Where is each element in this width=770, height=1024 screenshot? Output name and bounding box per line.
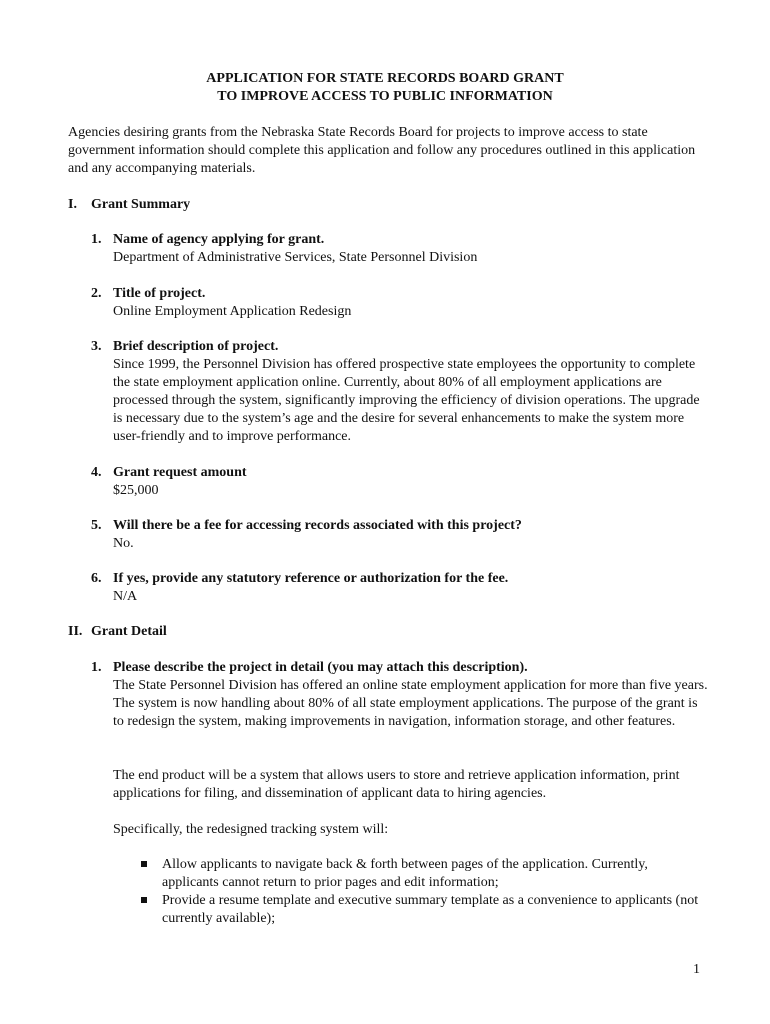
answer: No. [113, 536, 134, 551]
enhancement-list [113, 856, 703, 928]
question-text: Please describe the project in detail (you may attach this description). [113, 660, 528, 675]
summary-item-3 [91, 338, 711, 446]
question [91, 464, 711, 482]
question [91, 285, 711, 303]
question [91, 231, 711, 249]
question-text: Grant request amount [113, 465, 247, 480]
section-number: II. [68, 624, 83, 639]
list-item [113, 892, 703, 928]
summary-item-5 [91, 517, 711, 553]
answer: N/A [113, 589, 138, 604]
question [91, 338, 711, 356]
item-number: 1. [91, 660, 102, 675]
question-text: If yes, provide any statutory reference or authorization for the fee. [113, 571, 509, 586]
section-label: Grant Summary [91, 197, 191, 212]
list-item-text: Provide a resume template and executive summary template as a convenience to applicants (not currently available); [162, 893, 699, 926]
bullet-square-icon [141, 897, 147, 903]
page-number: 1 [693, 962, 700, 977]
summary-item-4 [91, 464, 711, 500]
section-heading-grant-detail [68, 623, 167, 641]
section-number: I. [68, 197, 77, 212]
section-heading-grant-summary [68, 196, 190, 214]
item-number: 4. [91, 465, 102, 480]
document-title [0, 70, 770, 106]
question-text: Will there be a fee for accessing records associated with this project? [113, 518, 522, 533]
item-number: 2. [91, 286, 102, 301]
summary-item-1 [91, 231, 711, 267]
question-text: Brief description of project. [113, 339, 279, 354]
answer: Since 1999, the Personnel Division has offered prospective state employees the opportunity to complete the state employment application online. Currently, about 80% of all employment applications are processed through the system, significantly improving the efficiency of division operations. The upgrade is necessary due to the system’s age and the desire for several enhancements to make the system more user-friendly and to improve performance. [113, 357, 700, 444]
intro-paragraph: Agencies desiring grants from the Nebraska State Records Board for projects to improve access to state government information should complete this application and follow any procedures outlined in this application and any accompanying materials. [68, 125, 696, 176]
detail-paragraph-specifically: Specifically, the redesigned tracking system will: [113, 822, 389, 837]
answer: Online Employment Application Redesign [113, 304, 352, 319]
question [91, 659, 711, 677]
title-line-2: TO IMPROVE ACCESS TO PUBLIC INFORMATION [217, 89, 553, 104]
title-line-1: APPLICATION FOR STATE RECORDS BOARD GRANT [206, 71, 564, 86]
question-text: Title of project. [113, 286, 206, 301]
section-label: Grant Detail [91, 624, 167, 639]
item-number: 1. [91, 232, 102, 247]
list-item-text: Allow applicants to navigate back & forth between pages of the application. Currently, applicants cannot return to prior pages and edit information; [162, 857, 648, 890]
summary-item-2 [91, 285, 711, 321]
item-number: 6. [91, 571, 102, 586]
detail-item-1 [91, 659, 711, 731]
detail-paragraph-end-product: The end product will be a system that allows users to store and retrieve application information, print applications for filing, and dissemination of applicant data to hiring agencies. [113, 768, 680, 801]
bullet-square-icon [141, 861, 147, 867]
item-number: 5. [91, 518, 102, 533]
answer: The State Personnel Division has offered an online state employment application for more than five years. The system is now handling about 80% of all state employment applications. The purpose of the grant is to redesign the system, making improvements in navigation, information storage, and other features. [113, 678, 708, 729]
answer: Department of Administrative Services, State Personnel Division [113, 250, 478, 265]
question-text: Name of agency applying for grant. [113, 232, 325, 247]
list-item [113, 856, 703, 892]
question [91, 517, 711, 535]
summary-item-6 [91, 570, 711, 606]
question [91, 570, 711, 588]
item-number: 3. [91, 339, 102, 354]
answer: $25,000 [113, 483, 159, 498]
